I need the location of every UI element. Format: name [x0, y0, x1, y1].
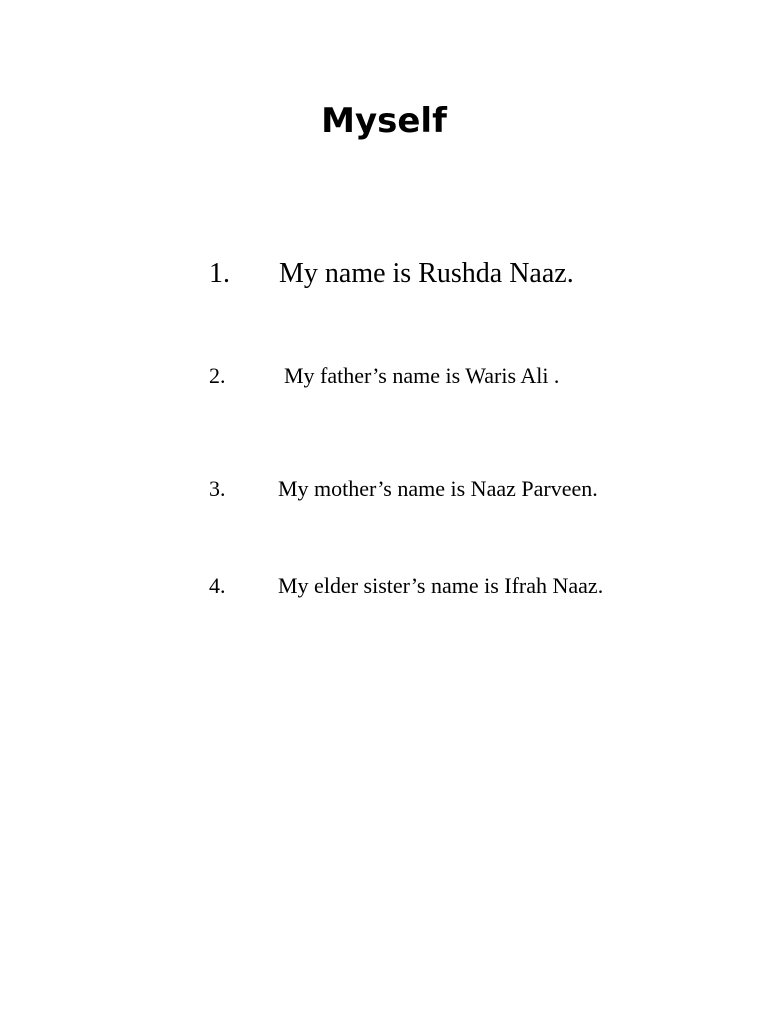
list-item-text: My mother’s name is Naaz Parveen. [278, 476, 598, 501]
list-item-number: 3. [209, 476, 226, 501]
list-item-text: My name is Rushda Naaz. [279, 258, 574, 289]
list-item-number: 4. [209, 573, 226, 598]
list-item-number: 2. [209, 363, 226, 388]
page-title: Myself [321, 101, 447, 141]
list-item-text: My father’s name is Waris Ali . [284, 363, 560, 388]
list-item-number: 1. [209, 258, 230, 289]
list-item-text: My elder sister’s name is Ifrah Naaz. [278, 573, 604, 598]
